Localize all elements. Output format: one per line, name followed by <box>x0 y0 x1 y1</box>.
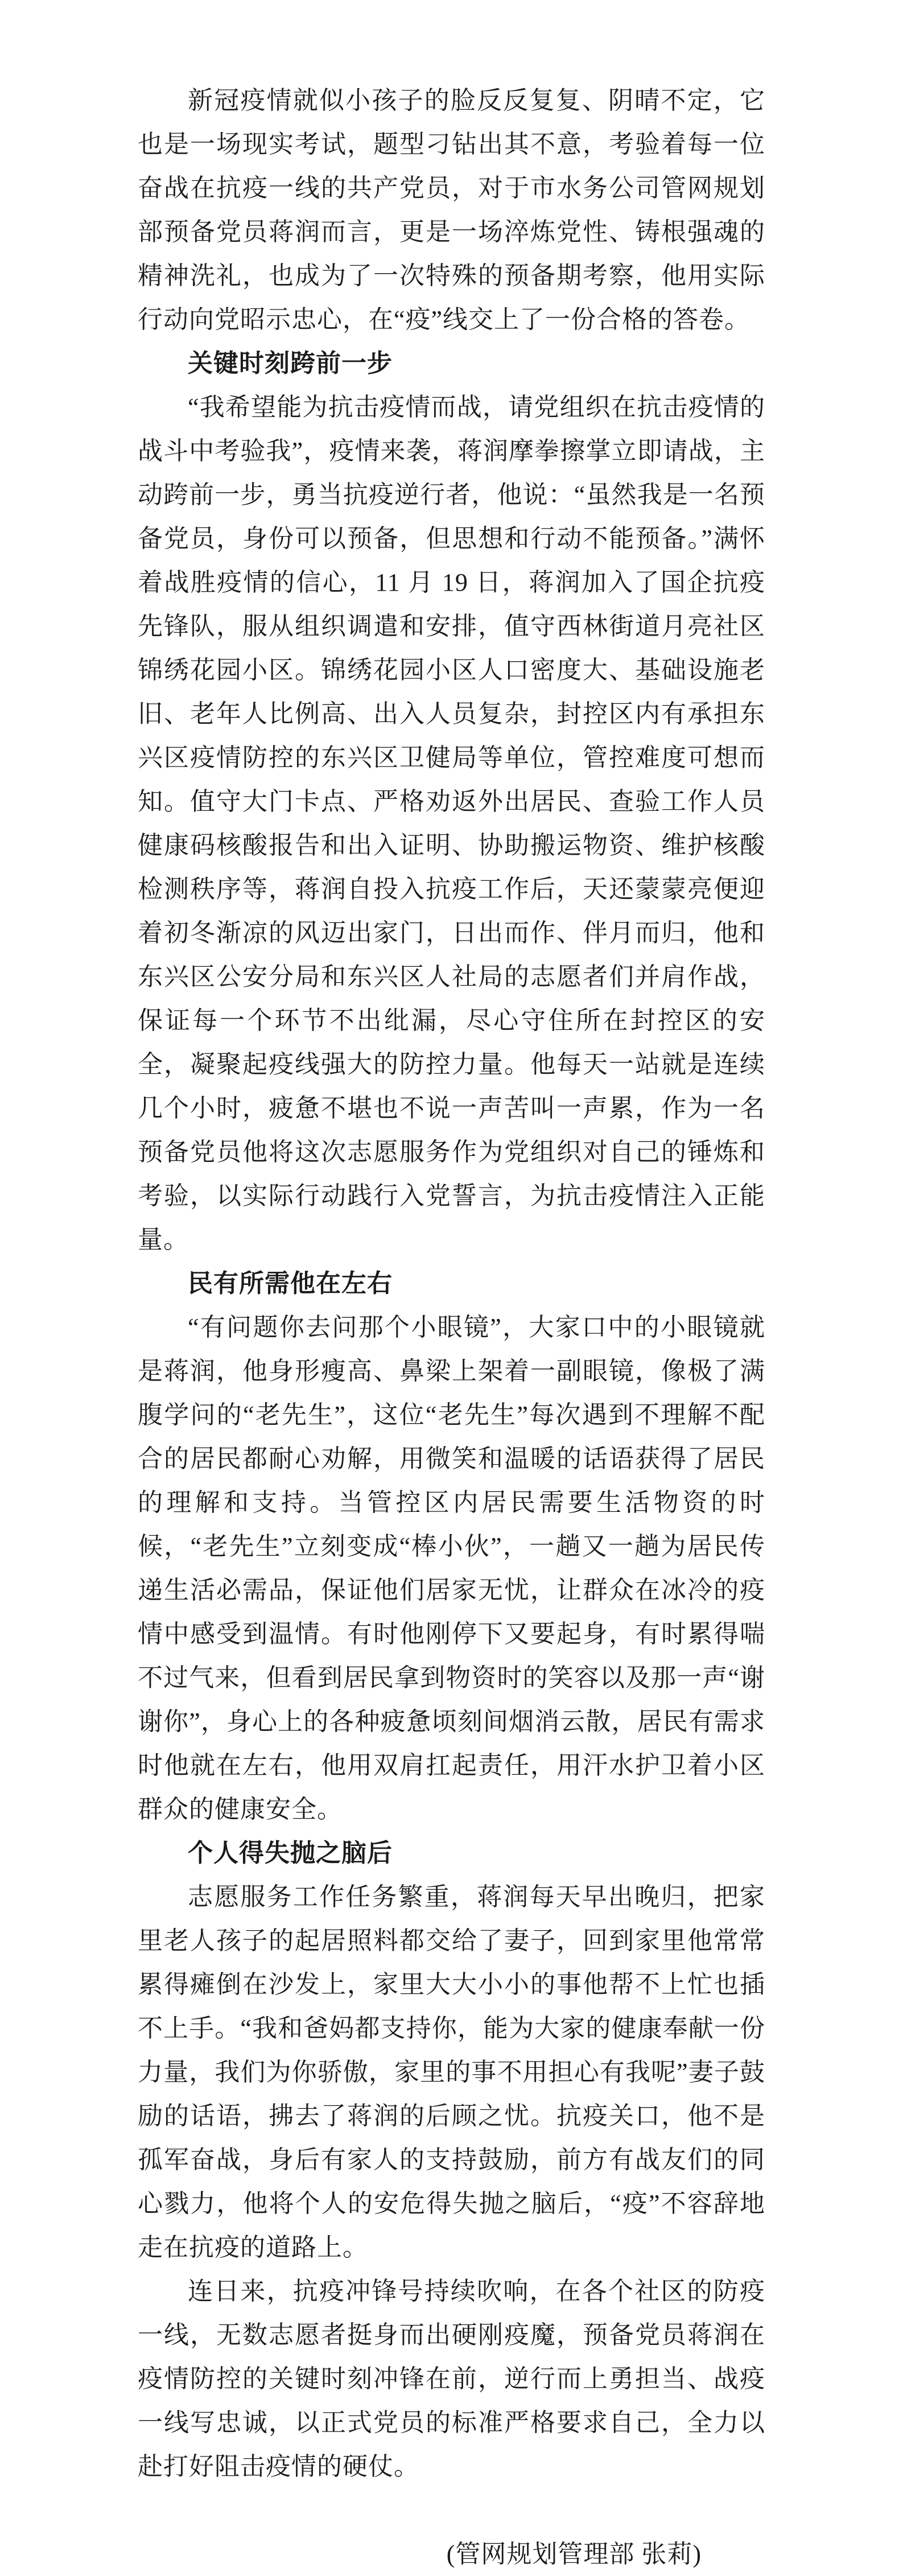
intro-paragraph: 新冠疫情就似小孩子的脸反反复复、阴晴不定，它也是一场现实考试，题型刁钻出其不意，考验着每一位奋战在抗疫一线的共产党员，对于市水务公司管网规划部预备党员蒋润而言，更是一场淬炼党性、铸根强魂的精神洗礼，也成为了一次特殊的预备期考察，他用实际行动向党昭示忠心，在“疫”线交上了一份合格的答卷。 <box>138 86 765 333</box>
section-heading-key-moment: 关键时刻跨前一步 <box>188 349 393 377</box>
byline: (管网规划管理部 张莉) <box>446 2540 702 2568</box>
section-paragraph: 志愿服务工作任务繁重，蒋润每天早出晚归，把家里老人孩子的起居照料都交给了妻子，回到家里他常常累得瘫倒在沙发上，家里大大小小的事他帮不上忙也插不上手。“我和爸妈都支持你，能为大家的健康奉献一份力量，我们为你骄傲，家里的事不用担心有我呢”妻子鼓励的话语，拂去了蒋润的后顾之忧。抗疫关口，他不是孤军奋战，身后有家人的支持鼓励，前方有战友们的同心戮力，他将个人的安危得失抛之脑后，“疫”不容辞地走在抗疫的道路上。 <box>138 1883 765 2261</box>
section-heading-people-needs: 民有所需他在左右 <box>188 1270 393 1297</box>
section-heading-personal-gains: 个人得失抛之脑后 <box>188 1839 393 1867</box>
closing-paragraph: 连日来，抗疫冲锋号持续吹响，在各个社区的防疫一线，无数志愿者挺身而出硬刚疫魔，预备党员蒋润在疫情防控的关键时刻冲锋在前，逆行而上勇担当、战疫一线写忠诚，以正式党员的标准严格要求自己，全力以赴打好阻击疫情的硬仗。 <box>138 2277 765 2480</box>
section-paragraph: “我希望能为抗击疫情而战，请党组织在抗击疫情的战斗中考验我”，疫情来袭，蒋润摩拳擦掌立即请战，主动跨前一步，勇当抗疫逆行者，他说：“虽然我是一名预备党员，身份可以预备，但思想和行动不能预备。”满怀着战胜疫情的信心，11 月 19 日，蒋润加入了国企抗疫先锋队，服从组织调遣和安排，值守西林街道月亮社区锦绣花园小区。锦绣花园小区人口密度大、基础设施老旧、老年人比例高、出入人员复杂，封控区内有承担东兴区疫情防控的东兴区卫健局等单位，管控难度可想而知。值守大门卡点、严格劝返外出居民、查验工作人员健康码核酸报告和出入证明、协助搬运物资、维护核酸检测秩序等，蒋润自投入抗疫工作后，天还蒙蒙亮便迎着初冬渐凉的风迈出家门，日出而作、伴月而归，他和东兴区公安分局和东兴区人社局的志愿者们并肩作战，保证每一个环节不出纰漏，尽心守住所在封控区的安全，凝聚起疫线强大的防控力量。他每天一站就是连续几个小时，疲惫不堪也不说一声苦叫一声累，作为一名预备党员他将这次志愿服务作为党组织对自己的锤炼和考验，以实际行动践行入党誓言，为抗击疫情注入正能量。 <box>138 393 765 1254</box>
section-paragraph: “有问题你去问那个小眼镜”，大家口中的小眼镜就是蒋润，他身形瘦高、鼻梁上架着一副眼镜，像极了满腹学问的“老先生”，这位“老先生”每次遇到不理解不配合的居民都耐心劝解，用微笑和温暖的话语获得了居民的理解和支持。当管控区内居民需要生活物资的时候，“老先生”立刻变成“棒小伙”，一趟又一趟为居民传递生活必需品，保证他们居家无忧，让群众在冰冷的疫情中感受到温情。有时他刚停下又要起身，有时累得喘不过气来，但看到居民拿到物资时的笑容以及那一声“谢谢你”，身心上的各种疲惫顷刻间烟消云散，居民有需求时他就在左右，他用双肩扛起责任，用汗水护卫着小区群众的健康安全。 <box>138 1313 765 1823</box>
